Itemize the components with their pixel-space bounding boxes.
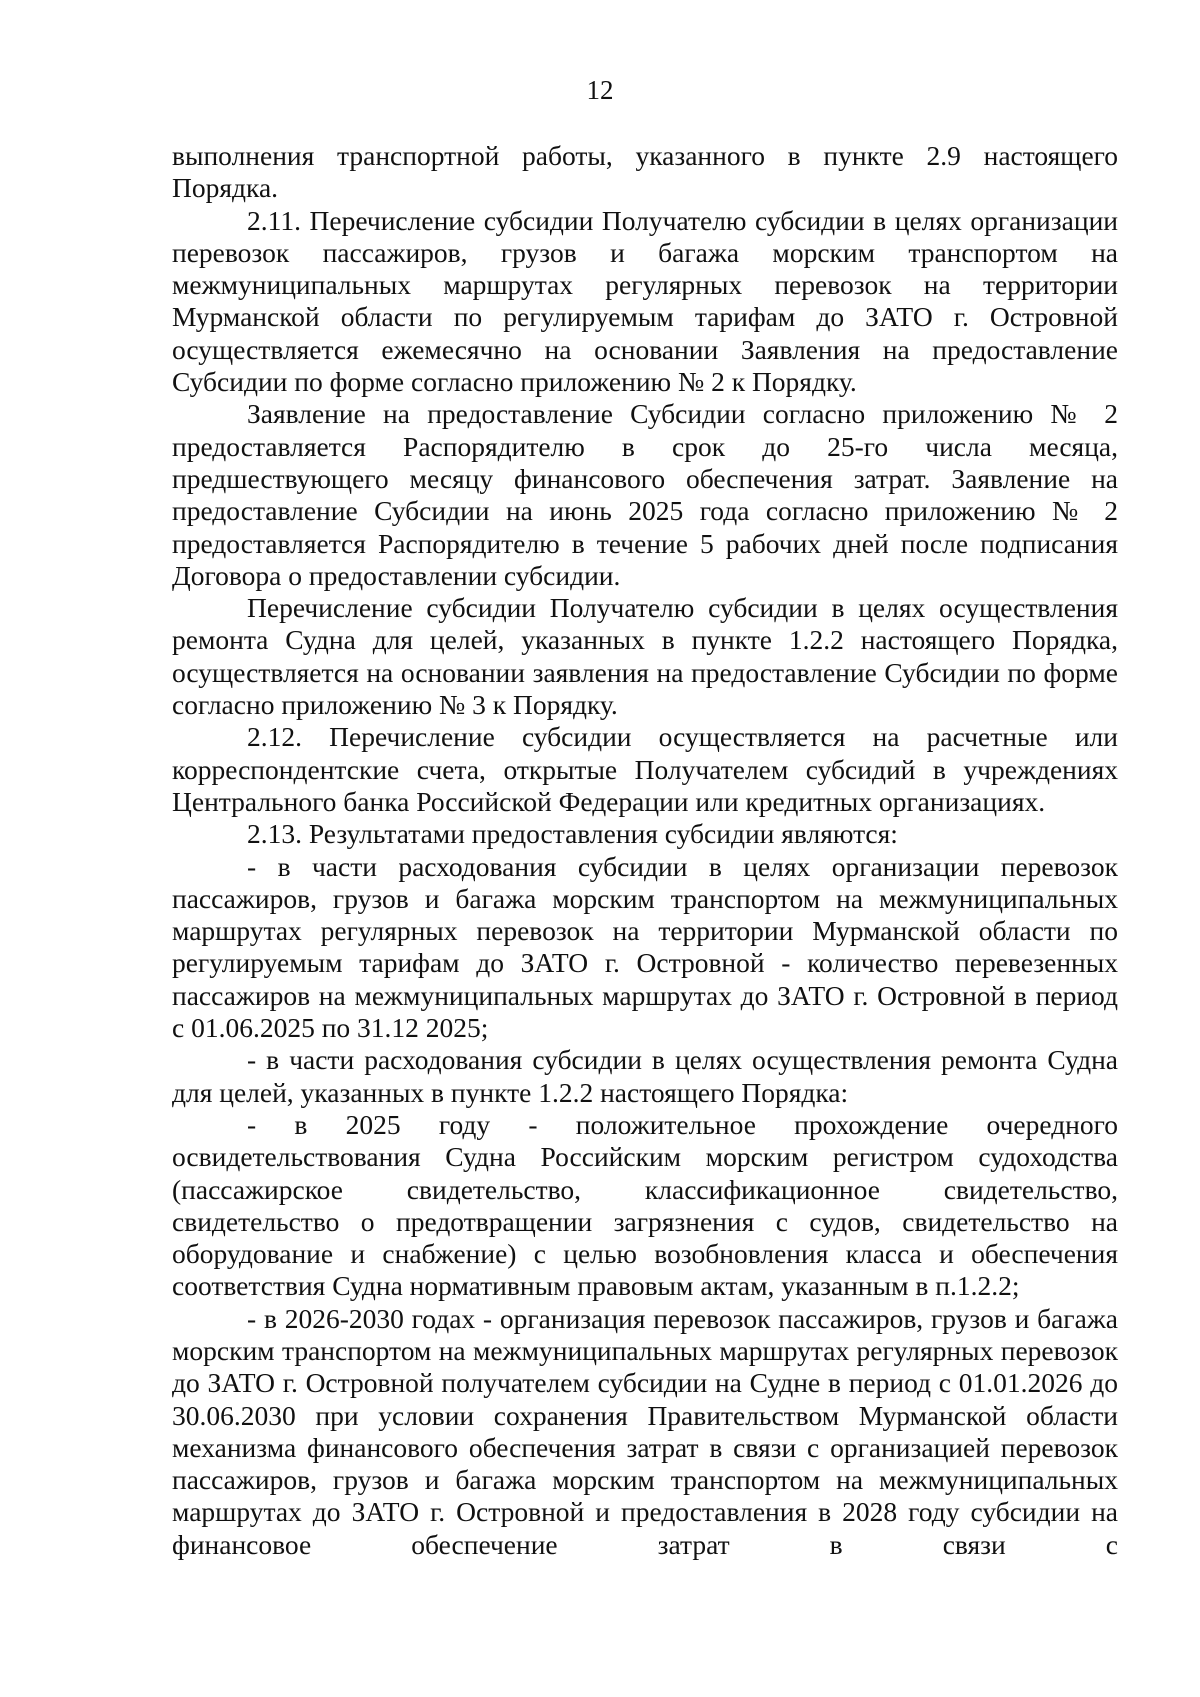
paragraph-application-deadline: Заявление на предоставление Субсидии согласно приложению № 2 предоставляется Распорядителю в срок до 25-го числа месяца, предшествующего месяцу финансового обеспечения затрат. Заявление на предоставление Субсидии на июнь 2025 года согласно приложению № 2 предоставляется Распорядителю в течение 5 рабочих дней после подписания Договора о предоставлении субсидии. <box>172 398 1118 591</box>
document-body <box>172 140 1118 1561</box>
list-item-2026-2030-results: - в 2026-2030 годах - организация перевозок пассажиров, грузов и багажа морским транспортом на межмуниципальных маршрутах регулярных перевозок до ЗАТО г. Островной получателем субсидии на Судне в период с 01.01.2026 до 30.06.2030 при условии сохранения Правительством Мурманской области механизма финансового обеспечения затрат в связи с организацией перевозок пассажиров, грузов и багажа морским транспортом на межмуниципальных маршрутах до ЗАТО г. Островной и предоставления в 2028 году субсидии на финансовое обеспечение затрат в связи с <box>172 1302 1118 1560</box>
paragraph-2-11: 2.11. Перечисление субсидии Получателю субсидии в целях организации перевозок пассажиров, грузов и багажа морским транспортом на межмуниципальных маршрутах регулярных перевозок на территории Мурманской области по регулируемым тарифам до ЗАТО г. Островной осуществляется ежемесячно на основании Заявления на предоставление Субсидии по форме согласно приложению № 2 к Порядку. <box>172 204 1118 398</box>
paragraph-2-13: 2.13. Результатами предоставления субсидии являются: <box>247 818 898 850</box>
list-item-2025-results: - в 2025 году - положительное прохождение очередного освидетельствования Судна Российским морским регистром судоходства (пассажирское свидетельство, классификационное свидетельство, свидетельство о предотвращении загрязнения с судов, свидетельство на оборудование и снабжение) с целью возобновления класса и обеспечения соответствия Судна нормативным правовым актам, указанным в п.1.2.2; <box>172 1108 1118 1302</box>
paragraph-continuation: выполнения транспортной работы, указанного в пункте 2.9 настоящего Порядка. <box>172 140 1118 204</box>
page-number: 12 <box>586 75 614 105</box>
list-item-transport-results: - в части расходования субсидии в целях организации перевозок пассажиров, грузов и багажа морским транспортом на межмуниципальных маршрутах регулярных перевозок на территории Мурманской области по регулируемым тарифам до ЗАТО г. Островной - количество перевезенных пассажиров на межмуниципальных маршрутах до ЗАТО г. Островной в период с 01.06.2025 по 31.12 2025; <box>172 850 1118 1044</box>
paragraph-2-12: 2.12. Перечисление субсидии осуществляется на расчетные или корреспондентские счета, открытые Получателем субсидий в учреждениях Центрального банка Российской Федерации или кредитных организациях. <box>172 721 1118 817</box>
paragraph-repair-transfer: Перечисление субсидии Получателю субсидии в целях осуществления ремонта Судна для целей, указанных в пункте 1.2.2 настоящего Порядка, осуществляется на основании заявления на предоставление Субсидии по форме согласно приложению № 3 к Порядку. <box>172 592 1118 721</box>
list-item-repair-results: - в части расходования субсидии в целях осуществления ремонта Судна для целей, указанных в пункте 1.2.2 настоящего Порядка: <box>172 1044 1118 1108</box>
